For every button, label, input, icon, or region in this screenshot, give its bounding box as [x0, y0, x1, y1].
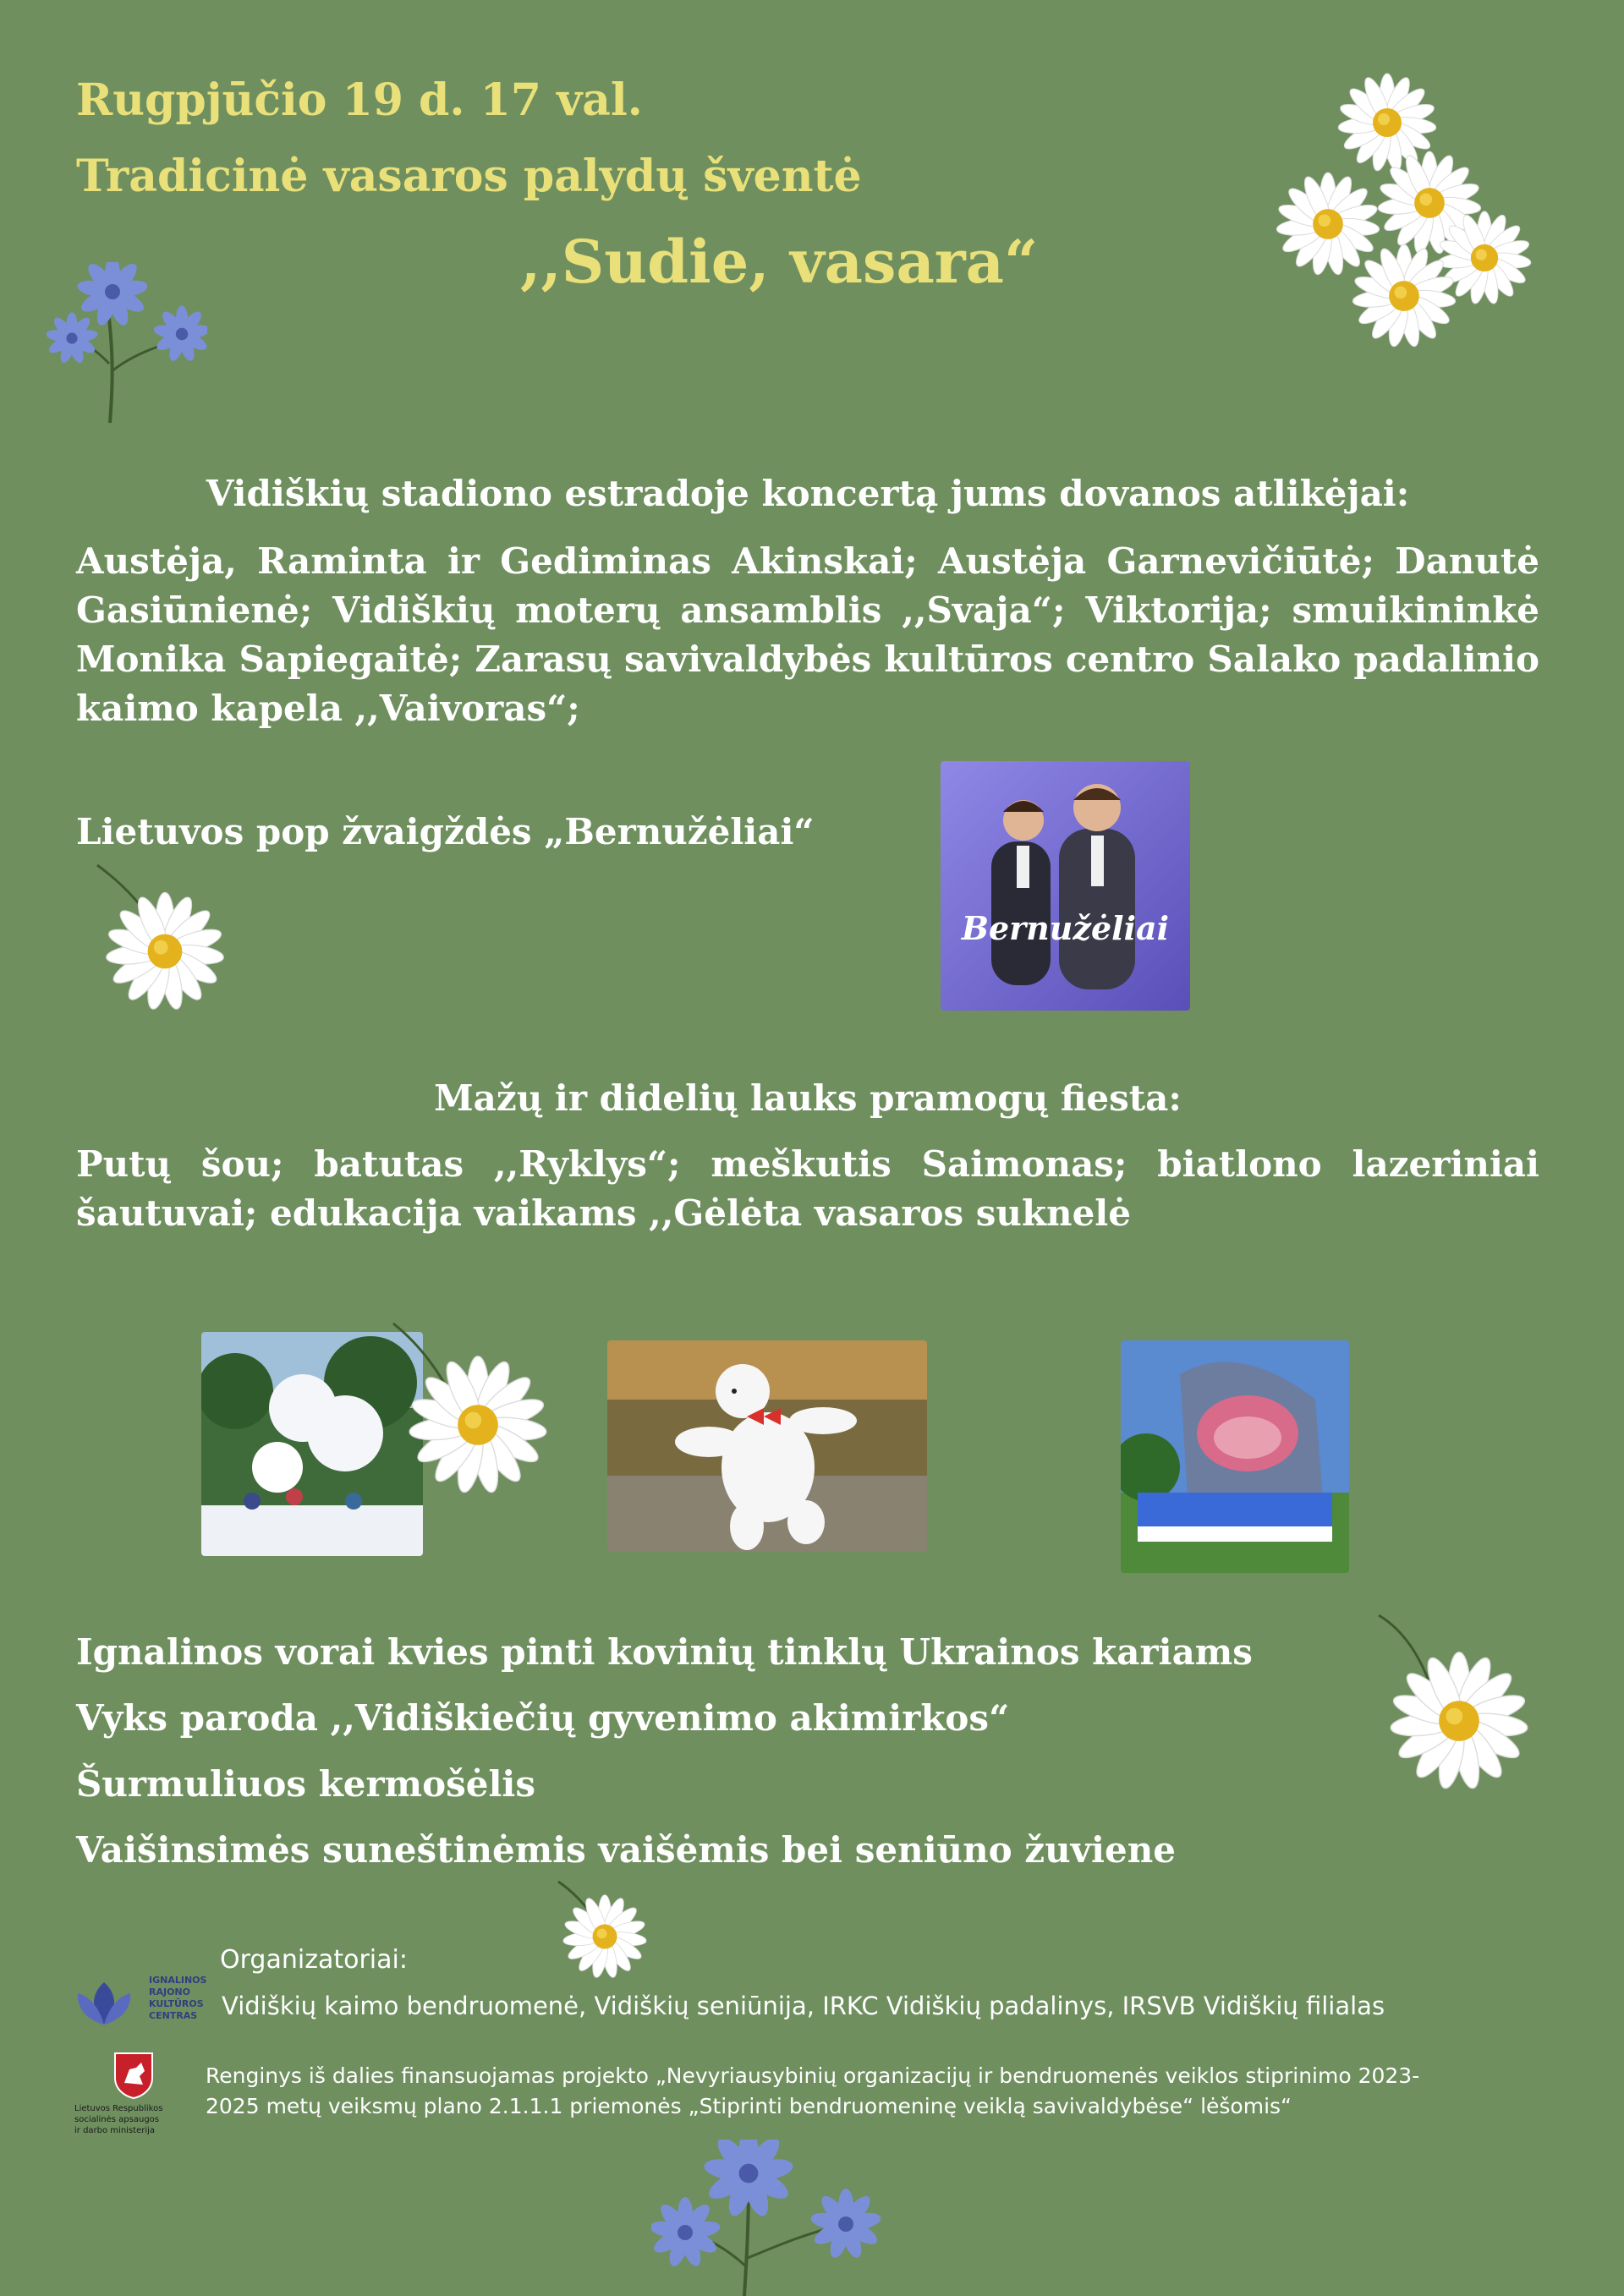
activity-item: Šurmuliuos kermošėlis — [76, 1763, 536, 1805]
concert-heading: Vidiškių stadiono estradoje koncertą jums dovanos atlikėjai: — [206, 473, 1410, 514]
logo-text-line: IGNALINOS — [149, 1975, 207, 1986]
logo-text-line: socialinės apsaugos — [74, 2115, 159, 2124]
organizers-label: Organizatoriai: — [220, 1945, 408, 1975]
logo-text-line: RAJONO — [149, 1986, 190, 1997]
band-photo-caption: Bernužėliai — [961, 909, 1170, 947]
cornflower-decoration-icon — [651, 2140, 888, 2296]
fiesta-heading: Mažų ir didelių lauks pramogų fiesta: — [434, 1077, 1182, 1119]
logo-text-line: ir darbo ministerija — [74, 2126, 156, 2135]
band-photo — [941, 761, 1190, 1011]
daisy-icon — [1366, 1607, 1552, 1793]
activity-item: Vaišinsimės suneštinėmis vaišėmis bei seniūno žuviene — [76, 1829, 1176, 1871]
culture-center-logo — [74, 1975, 218, 2038]
logo-text-line: CENTRAS — [149, 2010, 198, 2021]
bear-mascot-photo — [607, 1340, 927, 1552]
event-title: ,,Sudie, vasara“ — [520, 227, 1039, 297]
fiesta-items: Putų šou; batutas ,,Ryklys“; meškutis Saimonas; biatlono lazeriniai šautuvai; edukacija vaikams ,,Gėlėta vasaros suknelė — [76, 1143, 1539, 1234]
concert-performers: Austėja, Raminta ir Gediminas Akinskai; Austėja Garnevičiūtė; Danutė Gasiūnienė; Vidiškių moterų ansamblis ,,Svaja“; Viktorija; smuikininkė Monika Sapiegaitė; Zarasų savivaldybės kultūros centro Salako padalinio kaimo kapela ,,Vaivoras“; — [76, 540, 1539, 729]
cornflower-decoration-icon — [47, 262, 207, 431]
pop-stars-line: Lietuvos pop žvaigždės „Bernužėliai“ — [76, 811, 815, 852]
event-subtitle: Tradicinė vasaros palydų šventė — [76, 151, 862, 202]
funding-line: 2025 metų veiksmų plano 2.1.1.1 priemonės „Stiprinti bendruomeninę veiklą savivaldybėse“ lėšomis“ — [206, 2094, 1292, 2118]
daisy-cluster-icon — [1260, 59, 1539, 372]
daisy-icon — [381, 1315, 567, 1501]
event-date: Rugpjūčio 19 d. 17 val. — [76, 74, 643, 126]
lotus-logo-icon — [74, 1978, 134, 2029]
daisy-icon — [554, 1877, 656, 1987]
organizers-list: Vidiškių kaimo bendruomenė, Vidiškių seniūnija, IRKC Vidiškių padalinys, IRSVB Vidiškių filialas — [222, 1992, 1385, 2020]
logo-text-line: Lietuvos Respublikos — [74, 2104, 163, 2113]
funding-line: Renginys iš dalies finansuojamas projekto „Nevyriausybinių organizacijų ir bendruomenės veiklos stiprinimo 2023- — [206, 2063, 1420, 2088]
ministry-logo — [74, 2051, 210, 2144]
activity-item: Ignalinos vorai kvies pinti kovinių tinklų Ukrainos kariams — [76, 1631, 1253, 1673]
coat-of-arms-icon — [112, 2051, 155, 2100]
activity-item: Vyks paroda ,,Vidiškiečių gyvenimo akimirkos“ — [76, 1697, 1010, 1739]
daisy-icon — [89, 858, 241, 1011]
funding-note — [206, 2061, 1419, 2122]
shark-trampoline-photo — [1121, 1340, 1349, 1573]
logo-text-line: KULTŪROS — [149, 1998, 204, 2009]
